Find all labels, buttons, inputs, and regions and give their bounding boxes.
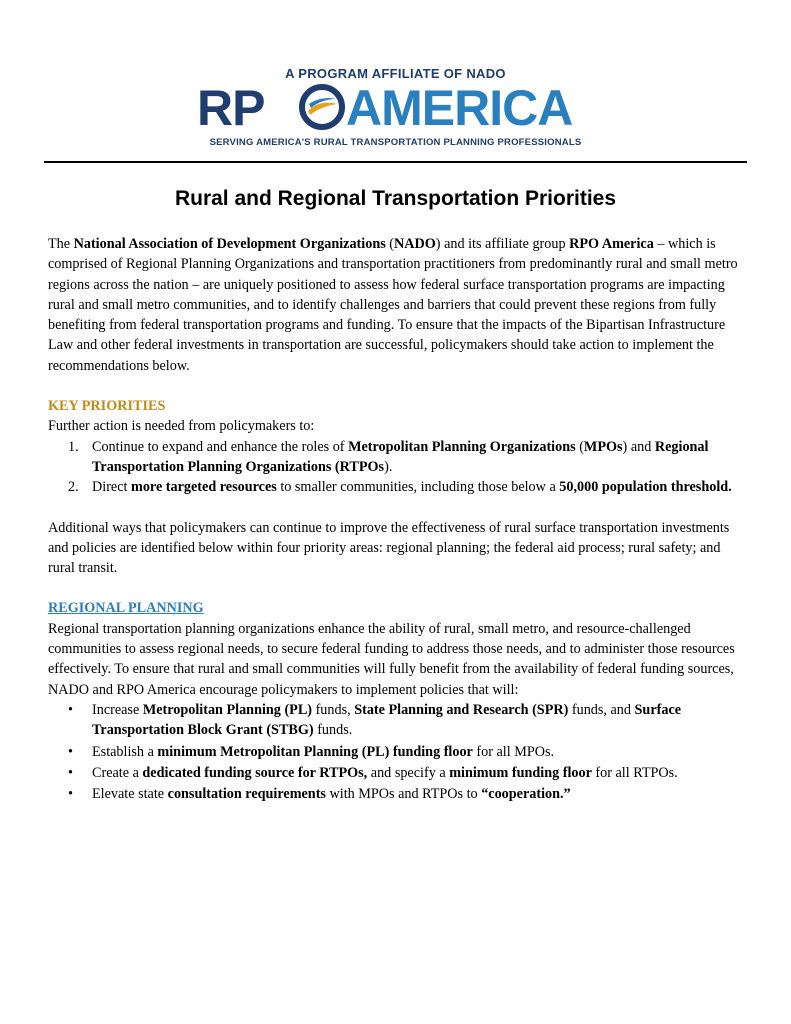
item-bold: minimum funding floor (449, 764, 592, 781)
letterhead (0, 0, 791, 160)
item-bold: “cooperation.” (481, 786, 571, 803)
item-text: for all MPOs. (472, 743, 555, 760)
affiliate-line: A PROGRAM AFFILIATE OF NADO (285, 66, 506, 81)
item-bold: State Planning and Research (SPR) (354, 701, 569, 718)
item-text: for all RTPOs. (591, 764, 678, 781)
item-text: to smaller communities, including those below a (276, 479, 560, 496)
item-bold: more targeted resources (131, 479, 277, 496)
regional-planning-bullets (48, 700, 748, 804)
intro-bold-nado: NADO (394, 236, 436, 252)
logo-tagline: SERVING AMERICA'S RURAL TRANSPORTATION PLANNING PROFESSIONALS (209, 137, 582, 148)
item-text: funds, and (568, 701, 635, 718)
key-priorities-list (48, 437, 748, 498)
rpo-america-logo (197, 80, 597, 136)
item-bold: Metropolitan Planning (PL) (142, 701, 313, 718)
item-text: Continue to expand and enhance the roles of (92, 438, 349, 455)
document-body (48, 234, 748, 805)
item-text: ( (575, 438, 584, 455)
item-text: Elevate state (92, 786, 168, 803)
bullet-icon: • (68, 764, 73, 781)
logo-swirl-o-icon (299, 84, 345, 130)
list-number: 1. (68, 438, 79, 455)
regional-planning-heading: REGIONAL PLANNING (48, 600, 204, 617)
item-bold: minimum Metropolitan Planning (PL) funding floor (157, 743, 473, 760)
list-item (48, 742, 748, 762)
item-bold: MPOs (583, 438, 623, 455)
item-text: funds, (312, 701, 355, 718)
item-text: funds. (313, 722, 353, 739)
key-priorities-lead: Further action is needed from policymakers to: (48, 418, 315, 435)
intro-bold-nado-name: National Association of Development Organizations (73, 236, 386, 252)
list-item (48, 784, 748, 804)
item-bold: dedicated funding source for RTPOs, (142, 764, 368, 781)
item-bold: Surface Transportation Block Grant (STBG) (92, 701, 682, 739)
item-bold: Regional Transportation Planning Organizations (RTPOs (92, 438, 709, 475)
bullet-icon: • (68, 786, 73, 803)
item-bold: 50,000 population threshold. (559, 479, 732, 496)
item-text: with MPOs and RTPOs to (325, 786, 482, 803)
logo-text-america: AMERICA (346, 80, 573, 136)
header-divider (44, 161, 747, 163)
logo-text-rp: RP (197, 80, 265, 136)
item-text: and specify a (367, 764, 450, 781)
additional-paragraph: Additional ways that policymakers can continue to improve the effectiveness of rural surface transportation investments and policies are identified below within four priority areas: regional planning; the federal aid process; rural safety; and rural transit. (48, 519, 730, 577)
intro-paragraph (48, 234, 748, 376)
item-bold: consultation requirements (167, 786, 326, 803)
list-item (48, 437, 748, 478)
intro-text: ( (385, 236, 395, 252)
intro-bold-rpo-america: RPO America (569, 236, 654, 252)
bullet-icon: • (68, 701, 73, 718)
intro-text: – which is comprised of Regional Planning Organizations and transportation practitioners from predominantly rural and small metro regions across the nation – are uniquely positioned to assess how federal surface transportation programs are impacting rural and small metro communities, and to identify challenges and barriers that could prevent these regions from fully benefiting from federal transportation programs and funding. To ensure that the impacts of the Bipartisan Infrastructure Law and other federal investments in transportation are successful, policymakers should take action to implement the recommendations below. (48, 236, 738, 374)
list-item (48, 700, 748, 741)
list-item (48, 763, 748, 783)
item-text: Establish a (92, 743, 158, 760)
item-text: Create a (92, 764, 143, 781)
item-text: Direct (92, 479, 131, 496)
item-text: ) and (622, 438, 655, 455)
intro-text: ) and its affiliate group (435, 236, 570, 252)
document-title: Rural and Regional Transportation Priorities (174, 187, 617, 210)
item-text: Increase (92, 701, 143, 718)
bullet-icon: • (68, 743, 73, 760)
list-item (48, 477, 748, 497)
item-bold: Metropolitan Planning Organizations (348, 438, 576, 455)
intro-text: The (48, 236, 74, 252)
regional-planning-paragraph: Regional transportation planning organizations enhance the ability of rural, small metro, and resource-challenged communities to assess regional needs, to secure federal funding to address those needs, and to administer those resources effectively. To ensure that rural and small communities will fully benefit from the availability of federal funding sources, NADO and RPO America encourage policymakers to implement policies that will: (48, 620, 735, 698)
key-priorities-heading: KEY PRIORITIES (48, 398, 166, 415)
item-text: ). (384, 458, 393, 475)
list-number: 2. (68, 479, 79, 496)
